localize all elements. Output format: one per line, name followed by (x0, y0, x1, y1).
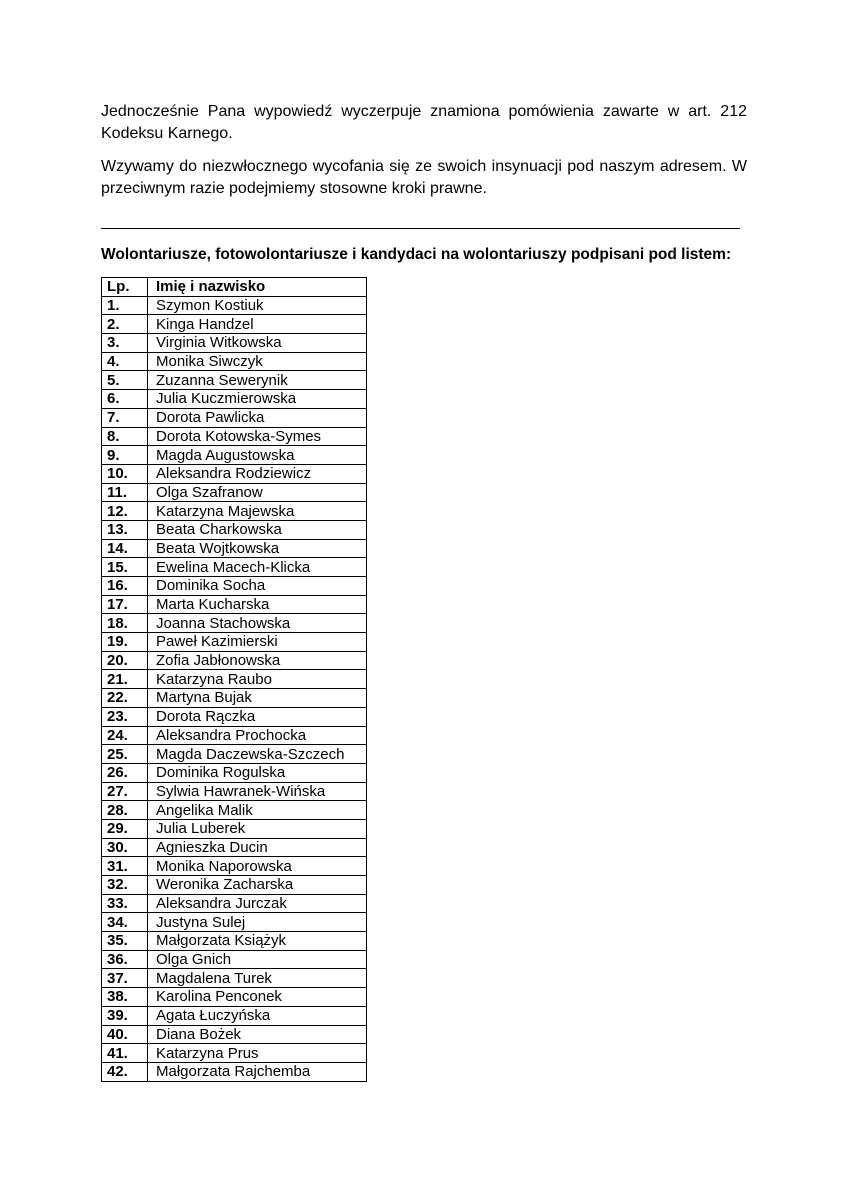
table-row (102, 1025, 367, 1044)
signer-name: Dorota Rączka (148, 707, 367, 726)
row-number: 41. (102, 1044, 148, 1063)
row-number: 1. (102, 296, 148, 315)
table-row (102, 801, 367, 820)
row-number: 37. (102, 969, 148, 988)
row-number: 31. (102, 857, 148, 876)
signer-name: Aleksandra Jurczak (148, 894, 367, 913)
signer-name: Sylwia Hawranek-Wińska (148, 782, 367, 801)
signer-name: Martyna Bujak (148, 689, 367, 708)
row-number: 33. (102, 894, 148, 913)
row-number: 21. (102, 670, 148, 689)
signer-name: Dorota Kotowska-Symes (148, 427, 367, 446)
table-row (102, 577, 367, 596)
row-number: 26. (102, 763, 148, 782)
signer-name: Olga Gnich (148, 950, 367, 969)
signer-name: Aleksandra Prochocka (148, 726, 367, 745)
signer-name: Zofia Jabłonowska (148, 651, 367, 670)
table-row (102, 651, 367, 670)
signer-name: Joanna Stachowska (148, 614, 367, 633)
row-number: 40. (102, 1025, 148, 1044)
signer-name: Katarzyna Majewska (148, 502, 367, 521)
signer-name: Magda Daczewska-Szczech (148, 745, 367, 764)
table-row (102, 745, 367, 764)
paragraph-defamation: Jednocześnie Pana wypowiedź wyczerpuje znamiona pomówienia zawarte w art. 212 Kodeksu Karnego. (101, 103, 747, 142)
signer-name: Beata Wojtkowska (148, 539, 367, 558)
signer-name: Diana Bożek (148, 1025, 367, 1044)
table-row (102, 614, 367, 633)
table-row (102, 1062, 367, 1081)
signer-name: Dominika Socha (148, 577, 367, 596)
table-row (102, 315, 367, 334)
signers-table-body (102, 296, 367, 1081)
row-number: 23. (102, 707, 148, 726)
row-number: 29. (102, 819, 148, 838)
table-row (102, 427, 367, 446)
table-row (102, 894, 367, 913)
table-row (102, 726, 367, 745)
signer-name: Ewelina Macech-Klicka (148, 558, 367, 577)
row-number: 8. (102, 427, 148, 446)
signer-name: Magdalena Turek (148, 969, 367, 988)
signer-name: Dorota Pawlicka (148, 408, 367, 427)
table-row (102, 876, 367, 895)
row-number: 24. (102, 726, 148, 745)
signer-name: Kinga Handzel (148, 315, 367, 334)
row-number: 20. (102, 651, 148, 670)
row-number: 13. (102, 520, 148, 539)
table-row (102, 988, 367, 1007)
table-row (102, 969, 367, 988)
signer-name: Agata Łuczyńska (148, 1006, 367, 1025)
table-row (102, 707, 367, 726)
table-row (102, 950, 367, 969)
column-header-name: Imię i nazwisko (148, 278, 367, 297)
table-row (102, 446, 367, 465)
signer-name: Beata Charkowska (148, 520, 367, 539)
table-row (102, 913, 367, 932)
row-number: 14. (102, 539, 148, 558)
table-row (102, 390, 367, 409)
row-number: 28. (102, 801, 148, 820)
signer-name: Zuzanna Sewerynik (148, 371, 367, 390)
row-number: 7. (102, 408, 148, 427)
signer-name: Weronika Zacharska (148, 876, 367, 895)
table-row (102, 502, 367, 521)
row-number: 25. (102, 745, 148, 764)
signer-name: Julia Luberek (148, 819, 367, 838)
row-number: 4. (102, 352, 148, 371)
table-row (102, 539, 367, 558)
table-row (102, 520, 367, 539)
signer-name: Olga Szafranow (148, 483, 367, 502)
signers-table (101, 277, 367, 1082)
row-number: 39. (102, 1006, 148, 1025)
signer-name: Marta Kucharska (148, 595, 367, 614)
row-number: 38. (102, 988, 148, 1007)
row-number: 30. (102, 838, 148, 857)
row-number: 18. (102, 614, 148, 633)
table-row (102, 464, 367, 483)
signer-name: Karolina Penconek (148, 988, 367, 1007)
table-row (102, 334, 367, 353)
row-number: 35. (102, 932, 148, 951)
table-row (102, 838, 367, 857)
row-number: 9. (102, 446, 148, 465)
table-row (102, 371, 367, 390)
signer-name: Katarzyna Prus (148, 1044, 367, 1063)
row-number: 5. (102, 371, 148, 390)
row-number: 36. (102, 950, 148, 969)
table-row (102, 670, 367, 689)
signer-name: Justyna Sulej (148, 913, 367, 932)
table-row (102, 932, 367, 951)
signer-name: Virginia Witkowska (148, 334, 367, 353)
signer-name: Małgorzata Rajchemba (148, 1062, 367, 1081)
signer-name: Katarzyna Raubo (148, 670, 367, 689)
row-number: 17. (102, 595, 148, 614)
row-number: 11. (102, 483, 148, 502)
table-row (102, 782, 367, 801)
table-header-row (102, 278, 367, 297)
row-number: 12. (102, 502, 148, 521)
signer-name: Monika Siwczyk (148, 352, 367, 371)
signer-name: Agnieszka Ducin (148, 838, 367, 857)
paragraph-demand: Wzywamy do niezwłocznego wycofania się ze swoich insynuacji pod naszym adresem. W przeciwnym razie podejmiemy stosowne kroki prawne. (101, 158, 747, 197)
signer-name: Szymon Kostiuk (148, 296, 367, 315)
signer-name: Monika Naporowska (148, 857, 367, 876)
row-number: 27. (102, 782, 148, 801)
table-row (102, 1044, 367, 1063)
table-row (102, 1006, 367, 1025)
table-row (102, 408, 367, 427)
table-row (102, 857, 367, 876)
row-number: 2. (102, 315, 148, 334)
row-number: 19. (102, 633, 148, 652)
signer-name: Julia Kuczmierowska (148, 390, 367, 409)
row-number: 16. (102, 577, 148, 596)
row-number: 42. (102, 1062, 148, 1081)
signer-name: Angelika Malik (148, 801, 367, 820)
table-row (102, 595, 367, 614)
column-header-number: Lp. (102, 278, 148, 297)
table-row (102, 689, 367, 708)
table-row (102, 558, 367, 577)
horizontal-separator (101, 228, 740, 229)
signer-name: Aleksandra Rodziewicz (148, 464, 367, 483)
row-number: 6. (102, 390, 148, 409)
table-row (102, 483, 367, 502)
row-number: 10. (102, 464, 148, 483)
table-row (102, 763, 367, 782)
signer-name: Małgorzata Książyk (148, 932, 367, 951)
table-row (102, 352, 367, 371)
table-row (102, 819, 367, 838)
signer-name: Magda Augustowska (148, 446, 367, 465)
signers-heading: Wolontariusze, fotowolontariusze i kandydaci na wolontariuszy podpisani pod listem: (101, 246, 732, 263)
row-number: 15. (102, 558, 148, 577)
row-number: 34. (102, 913, 148, 932)
signer-name: Dominika Rogulska (148, 763, 367, 782)
row-number: 22. (102, 689, 148, 708)
table-row (102, 296, 367, 315)
signer-name: Paweł Kazimierski (148, 633, 367, 652)
table-row (102, 633, 367, 652)
row-number: 32. (102, 876, 148, 895)
row-number: 3. (102, 334, 148, 353)
